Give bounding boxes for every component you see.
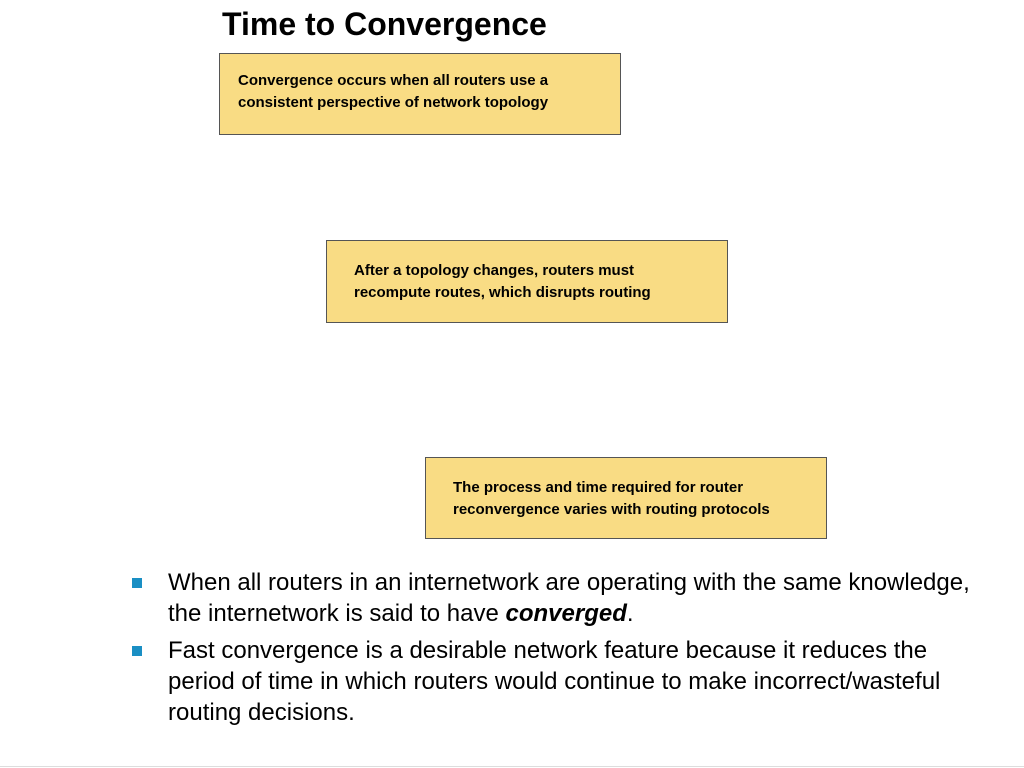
bullet-text-end: . — [626, 600, 634, 627]
bullet-emphasis: converged — [505, 600, 627, 627]
callout-box-convergence — [219, 53, 621, 135]
footer-divider — [0, 766, 1024, 767]
bullet-item — [130, 567, 990, 629]
square-bullet-icon — [132, 578, 142, 588]
callout-line: Convergence occurs when all routers use a — [238, 72, 549, 89]
callout-box-reconvergence — [425, 457, 827, 539]
callout-line: recompute routes, which disrupts routing — [354, 284, 651, 301]
bullet-item — [130, 635, 990, 728]
callout-line: The process and time required for router — [453, 479, 744, 496]
callout-line: reconvergence varies with routing protocols — [453, 501, 770, 518]
slide-title: Time to Convergence — [222, 6, 547, 42]
callout-line: consistent perspective of network topology — [238, 94, 549, 111]
callout-line: After a topology changes, routers must — [354, 262, 635, 279]
callout-box-topology-change — [326, 240, 728, 323]
square-bullet-icon — [132, 646, 142, 656]
bullet-list — [130, 567, 990, 734]
bullet-text: When all routers in an internetwork are operating with the same knowledge, the internetwork is said to have — [168, 569, 970, 627]
bullet-text: Fast convergence is a desirable network feature because it reduces the period of time in which routers would continue to make incorrect/wasteful routing decisions. — [168, 637, 941, 726]
